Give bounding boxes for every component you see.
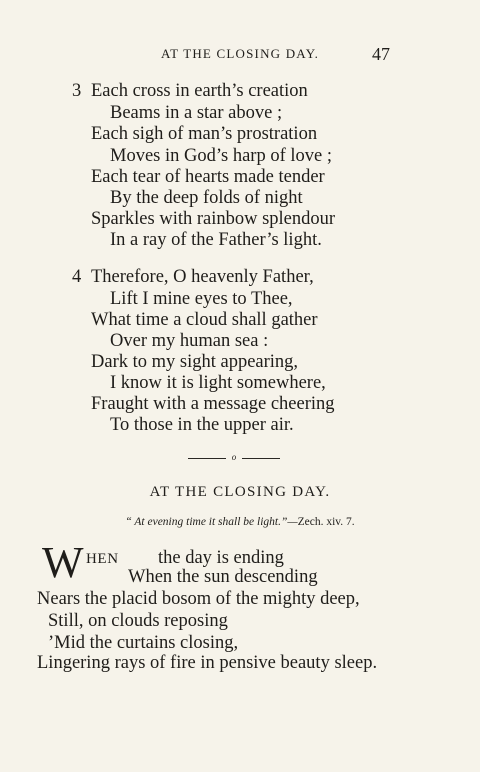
- divider-mark: o: [231, 452, 237, 462]
- verse-line: Still, on clouds reposing: [48, 611, 228, 631]
- verse-line: Dark to my sight appearing,: [91, 352, 299, 372]
- verse-line: Over my human sea :: [110, 331, 269, 351]
- verse-line: Each tear of hearts made tender: [91, 167, 325, 187]
- verse-line: Sparkles with rainbow splendour: [91, 209, 336, 229]
- verse-line: Lingering rays of fire in pensive beauty sleep.: [37, 653, 378, 673]
- verse-line: When the sun descending: [128, 567, 318, 587]
- verse-line: the day is ending: [158, 548, 284, 568]
- stanza-number: 3: [72, 81, 82, 101]
- verse-line: In a ray of the Father’s light.: [110, 230, 322, 250]
- verse-line-first-word: [86, 547, 119, 570]
- verse-line: Each sigh of man’s prostration: [91, 124, 318, 144]
- first-word-smallcaps: HEN: [86, 551, 119, 567]
- drop-cap: W: [42, 538, 84, 587]
- verse-line: I know it is light somewhere,: [110, 373, 326, 393]
- verse-line: Therefore, O heavenly Father,: [91, 267, 314, 287]
- verse-line: Moves in God’s harp of love ;: [110, 146, 332, 166]
- running-head: [0, 44, 480, 64]
- verse-line: What time a cloud shall gather: [91, 310, 318, 330]
- verse-line: Fraught with a message cheering: [91, 394, 335, 414]
- epigraph: [0, 516, 480, 528]
- divider-rule: [188, 458, 226, 459]
- page-number: 47: [372, 44, 390, 64]
- epigraph-quote: “ At evening time it shall be light.”—: [125, 516, 298, 528]
- verse-line: By the deep folds of night: [110, 188, 303, 208]
- verse-line: Beams in a star above ;: [110, 103, 283, 123]
- stanza-number: 4: [72, 267, 82, 287]
- verse-line: Lift I mine eyes to Thee,: [110, 289, 293, 309]
- section-divider: [188, 452, 280, 464]
- epigraph-source: Zech. xiv. 7.: [297, 516, 355, 528]
- verse-line: Each cross in earth’s creation: [91, 81, 308, 101]
- verse-line: ’Mid the curtains closing,: [48, 633, 239, 653]
- divider-rule: [242, 458, 280, 459]
- hymn-title: AT THE CLOSING DAY.: [149, 484, 331, 500]
- running-title: AT THE CLOSING DAY.: [160, 46, 320, 61]
- verse-line: Nears the placid bosom of the mighty deep,: [37, 589, 360, 609]
- verse-line: To those in the upper air.: [110, 415, 294, 435]
